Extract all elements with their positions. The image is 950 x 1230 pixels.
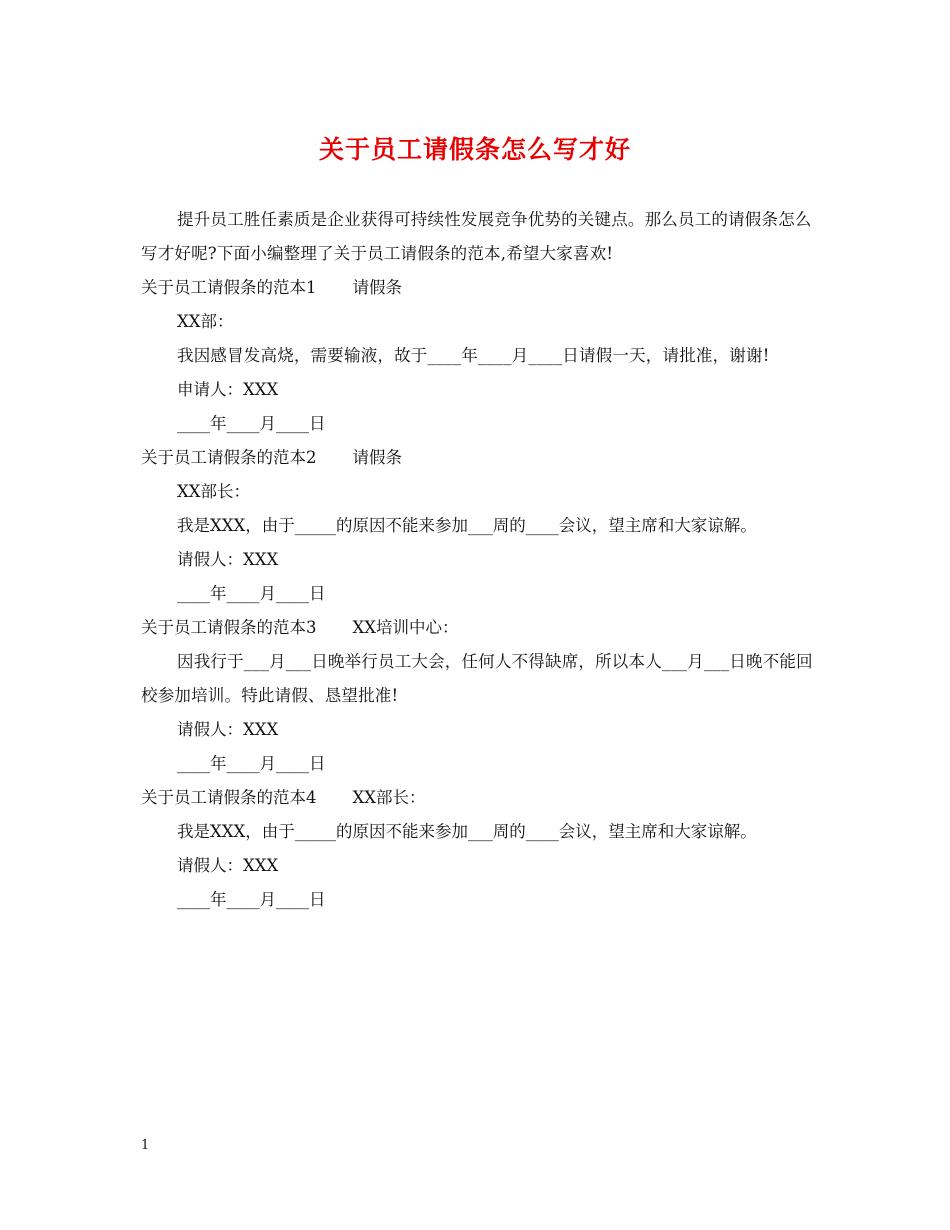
sample-heading-tail: XX部长： [352, 788, 426, 807]
sample-2-signer: 请假人：XXX [177, 550, 279, 569]
sample-2-content: 我是XXX，由于_____的原因不能来参加___周的____会议，望主席和大家谅解。 [177, 516, 757, 535]
sample-4-date: ____年____月____日 [177, 890, 326, 909]
page-number: 1 [141, 1138, 150, 1153]
sample-1-date: ____年____月____日 [177, 414, 326, 433]
sample-3-heading [141, 611, 816, 645]
sample-1-addressee: XX部： [177, 312, 234, 331]
sample-heading-text: 关于员工请假条的范本4 [141, 788, 317, 807]
sample-2-heading [141, 441, 816, 475]
sample-2-date: ____年____月____日 [177, 584, 326, 603]
sample-1-content: 我因感冒发高烧，需要输液，故于____年____月____日请假一天，请批准，谢谢! [177, 346, 770, 365]
sample-4-content: 我是XXX，由于_____的原因不能来参加___周的____会议，望主席和大家谅解。 [177, 822, 757, 841]
sample-2-addressee: XX部长： [177, 482, 250, 501]
sample-heading-text: 关于员工请假条的范本1 [141, 278, 317, 297]
sample-3-content: 因我行于___月___日晚举行员工大会，任何人不得缺席，所以本人___月___日晚不能回校参加培训。特此请假、恳望批准! [141, 652, 813, 705]
intro-paragraph: 提升员工胜任素质是企业获得可持续性发展竞争优势的关键点。那么员工的请假条怎么写才好呢?下面小编整理了关于员工请假条的范本,希望大家喜欢! [141, 210, 812, 263]
sample-4-signer: 请假人：XXX [177, 856, 279, 875]
document-body [141, 203, 816, 917]
sample-3-signer: 请假人：XXX [177, 720, 279, 739]
sample-4-heading [141, 781, 816, 815]
sample-heading-tail: XX培训中心： [352, 618, 459, 637]
sample-heading-tail: 请假条 [352, 278, 402, 297]
sample-1-heading [141, 271, 816, 305]
document-title: 关于员工请假条怎么写才好 [318, 135, 631, 164]
sample-heading-text: 关于员工请假条的范本2 [141, 448, 317, 467]
sample-1-signer: 申请人：XXX [177, 380, 279, 399]
sample-heading-text: 关于员工请假条的范本3 [141, 618, 317, 637]
sample-heading-tail: 请假条 [352, 448, 402, 467]
sample-3-date: ____年____月____日 [177, 754, 326, 773]
